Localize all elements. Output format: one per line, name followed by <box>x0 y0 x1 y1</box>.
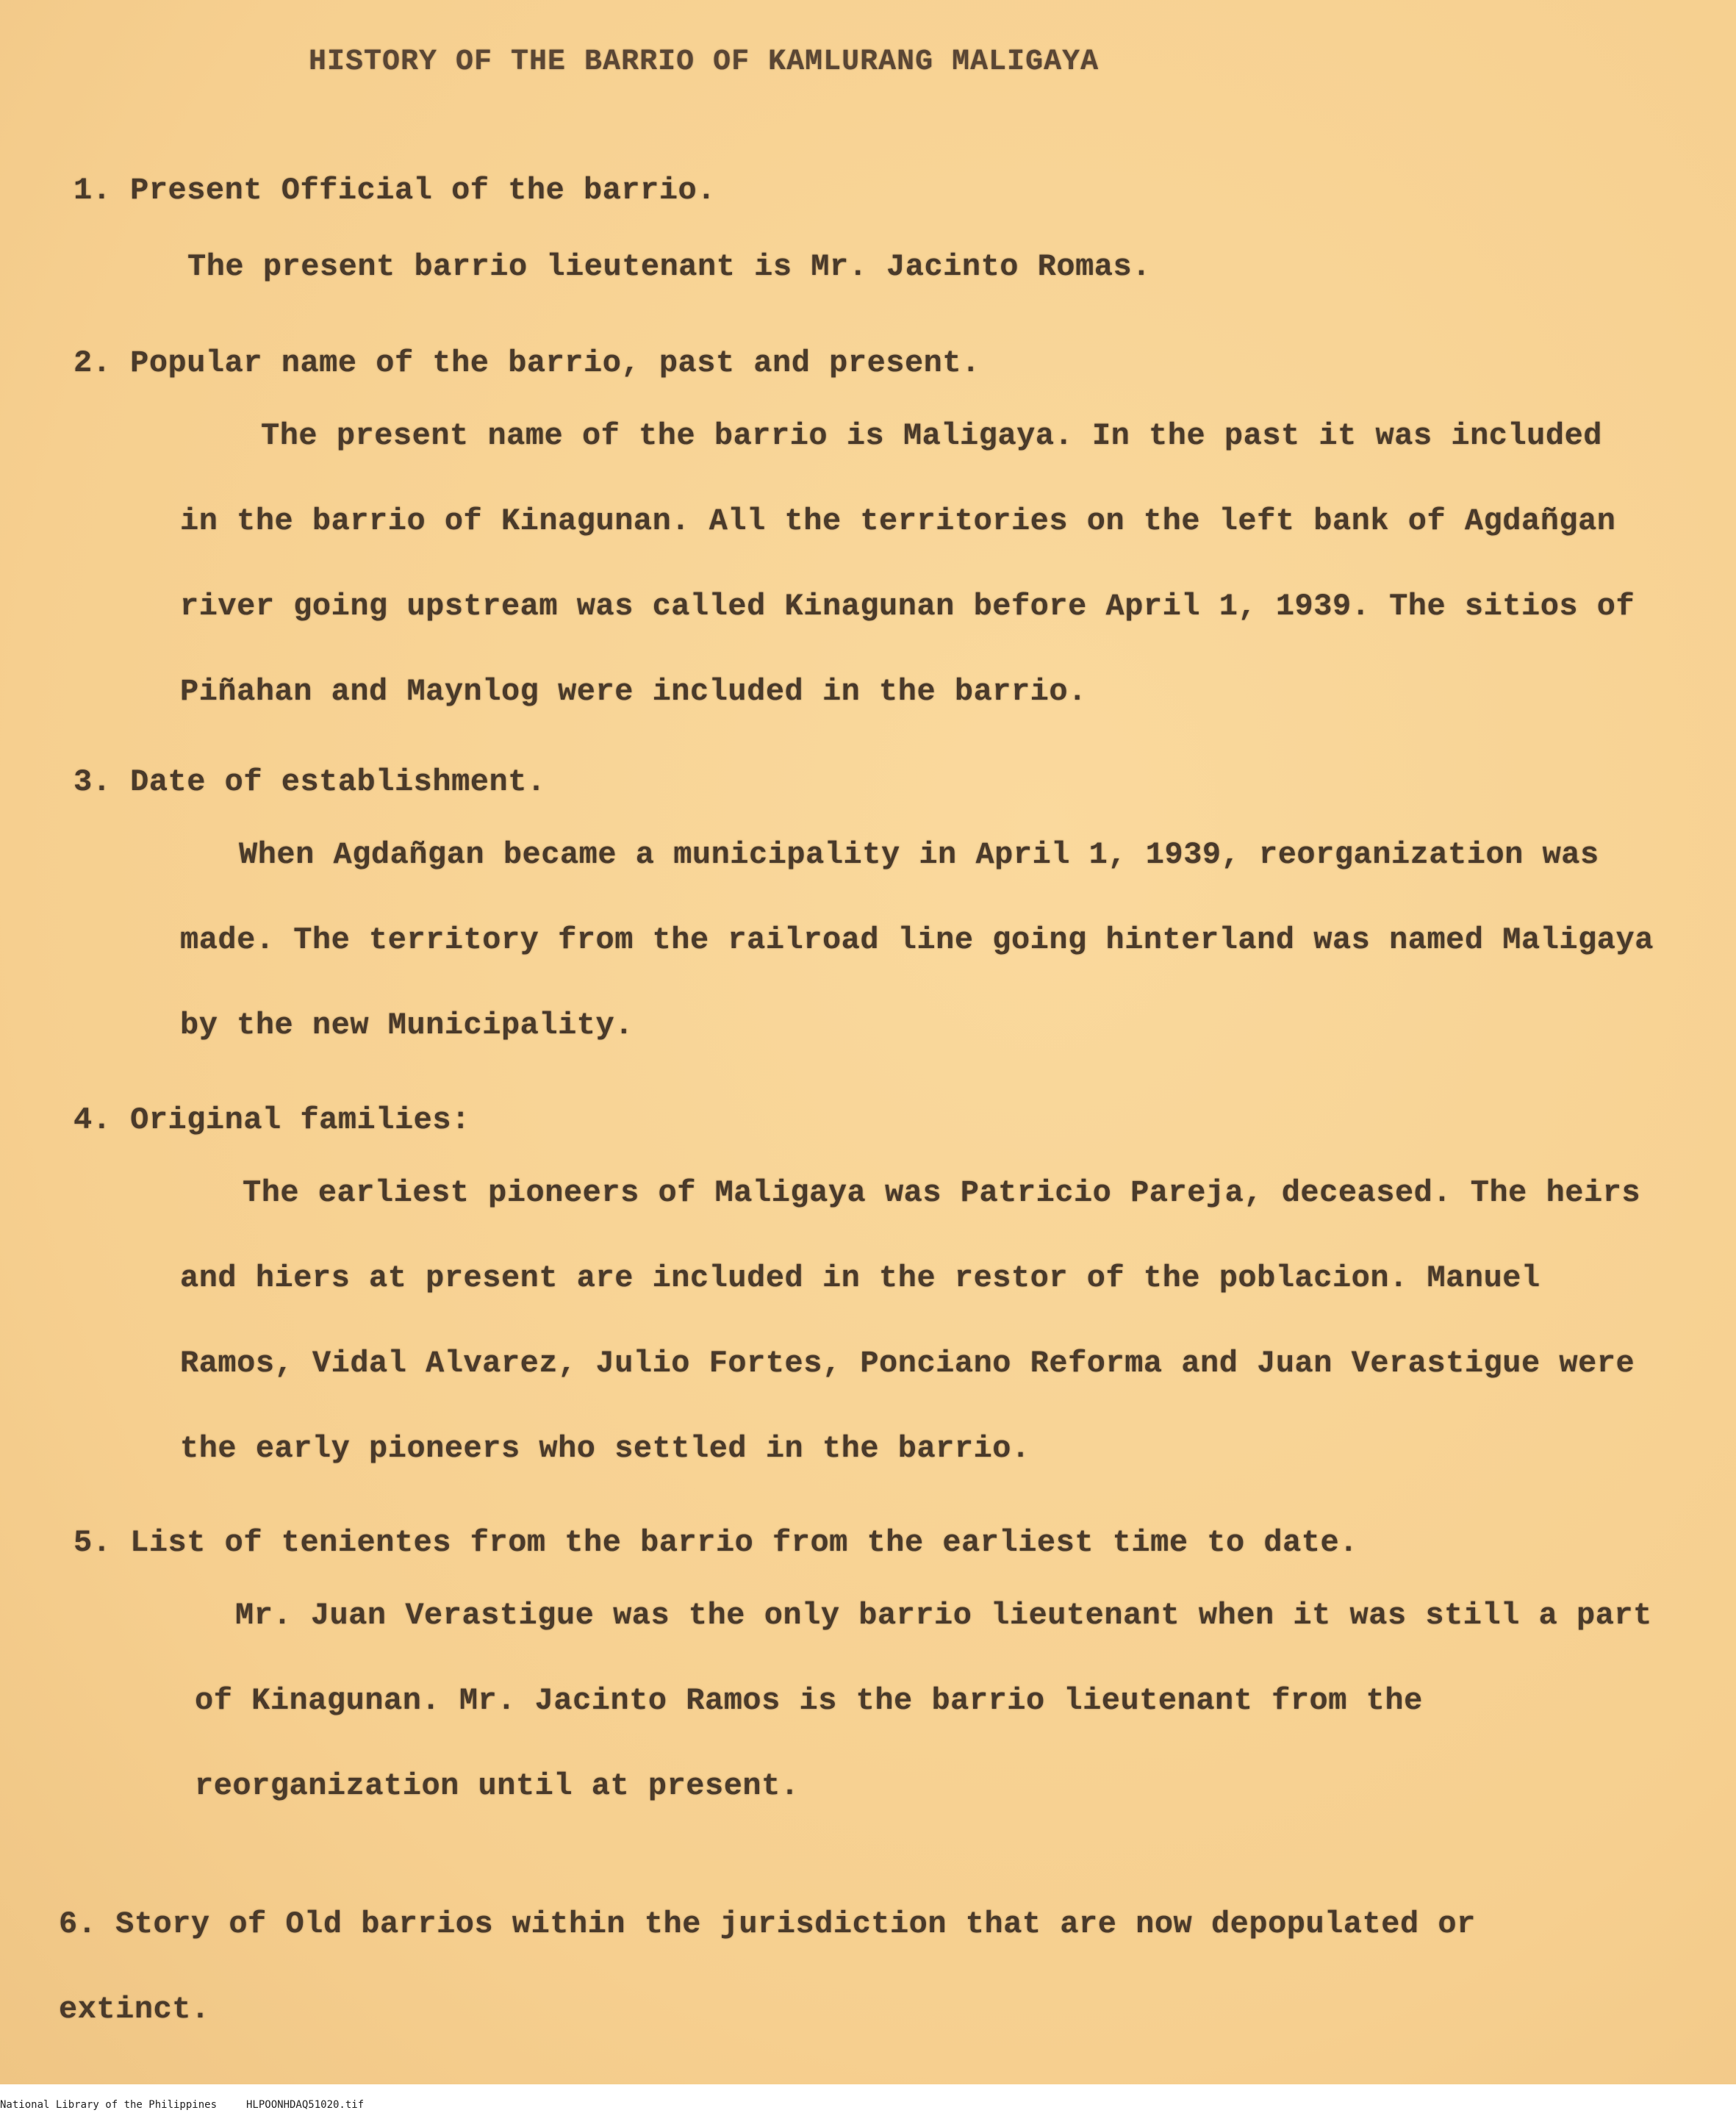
section-5-body: Mr. Juan Verastigue was the only barrio lieutenant when it was still a part of Kinagunan. Mr. Jacinto Ramos is the barrio lieutenant from the reorganization until at present. <box>195 1598 1652 1804</box>
archive-footer <box>0 2084 1736 2113</box>
footer-library-name: National Library of the Philippines <box>0 2099 218 2111</box>
section-2-body: The present name of the barrio is Maligaya. In the past it was included in the barrio of Kinagunan. All the territories on the left bank of Agdañgan river going upstream was called Kinagunan before April 1, 1939. The sitios of Piñahan and Maynlog were included in the barrio. <box>180 418 1635 709</box>
section-1-heading: 1. Present Official of the barrio. <box>73 173 716 208</box>
page-title: HISTORY OF THE BARRIO OF KAMLURANG MALIGAYA <box>309 46 1100 79</box>
section-6-heading: 6. Story of Old barrios within the jurisdiction that are now depopulated or extinct. <box>59 1906 1476 2027</box>
section-1-body: The present barrio lieutenant is Mr. Jacinto Romas. <box>187 249 1151 284</box>
section-5-heading: 5. List of tenientes from the barrio from the earliest time to date. <box>73 1525 1358 1560</box>
section-2-heading: 2. Popular name of the barrio, past and present. <box>73 345 980 381</box>
footer-file-id: HLPOONHDAQ51020.tif <box>246 2099 365 2111</box>
section-4-body: The earliest pioneers of Maligaya was Patricio Pareja, deceased. The heirs and hiers at present are included in the restor of the poblacion. Manuel Ramos, Vidal Alvarez, Julio Fortes, Ponciano Reforma and Juan Verastigue were the early pioneers who settled in the barrio. <box>180 1175 1641 1466</box>
section-3-body: When Agdañgan became a municipality in April 1, 1939, reorganization was made. The territory from the railroad line going hinterland was named Maligaya by the new Municipality. <box>180 837 1654 1043</box>
section-4-heading: 4. Original families: <box>73 1102 470 1138</box>
section-3-heading: 3. Date of establishment. <box>73 764 546 800</box>
